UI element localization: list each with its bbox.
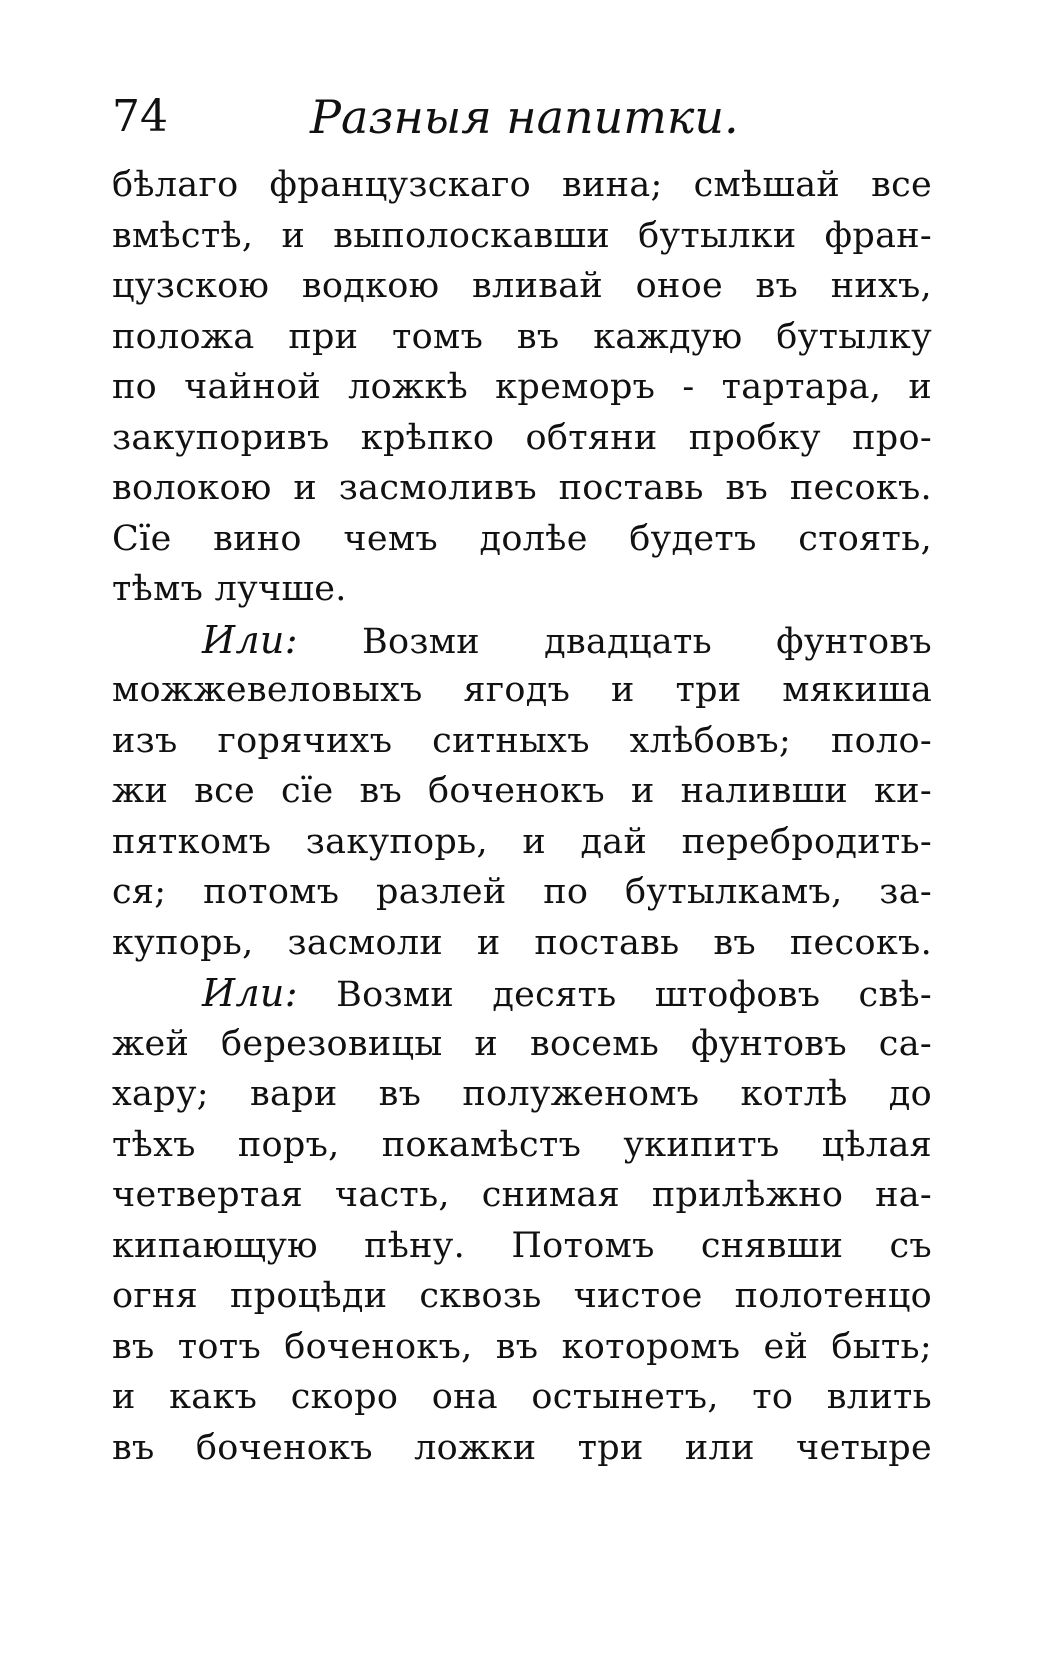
paragraph-lead: Или: <box>202 617 298 662</box>
text-line: закупоривъ крѣпко обтяни пробку про- <box>112 417 932 458</box>
text-line: Или: Возми десять штофовъ свѣ- <box>202 971 932 1015</box>
text-line: вмѣстѣ, и выполоскавши бутылки фран- <box>112 215 932 256</box>
text-line: волокою и засмоливъ поставь въ песокъ. <box>112 468 932 508</box>
text-line: по чайной ложкѣ креморъ - тартара, и <box>112 367 932 407</box>
text-line: купорь, засмоли и поставь въ песокъ. <box>112 922 932 963</box>
text-line: можжевеловыхъ ягодъ и три мякиша <box>112 670 932 710</box>
text-line: тѣмъ лучше. <box>112 569 347 609</box>
text-line: хару; вари въ полуженомъ котлѣ до <box>112 1074 932 1114</box>
text-line: кипающую пѣну. Потомъ снявши съ <box>112 1225 932 1266</box>
running-title: Разныя напитки. <box>310 90 739 144</box>
text-line: огня процѣди сквозь чистое полотенцо <box>112 1276 932 1316</box>
text-line: бѣлаго французскаго вина; смѣшай все <box>112 165 932 205</box>
text-line: цузскою водкою вливай оное въ нихъ, <box>112 266 932 306</box>
text-line: жей березовицы и восемь фунтовъ са- <box>112 1023 932 1064</box>
text-line: пяткомъ закупорь, и дай перебродить- <box>112 821 932 862</box>
text-line: въ боченокъ ложки три или четыре <box>112 1427 932 1468</box>
text-line: положа при томъ въ каждую бутылку <box>112 316 932 357</box>
text-line: въ тотъ боченокъ, въ которомъ ей быть; <box>112 1326 932 1367</box>
text-line: изъ горячихъ ситныхъ хлѣбовъ; поло- <box>112 720 932 761</box>
page-number: 74 <box>112 91 168 142</box>
text-line: Или: Возми двадцать фунтовъ <box>202 617 932 662</box>
running-head <box>112 82 932 152</box>
paragraph-lead: Или: <box>202 971 298 1015</box>
body-text <box>112 160 932 1473</box>
text-line: ся; потомъ разлей по бутылкамъ, за- <box>112 872 932 912</box>
text-line: жи все сїе въ боченокъ и наливши ки- <box>112 771 932 811</box>
text-line: и какъ скоро она остынетъ, то влить <box>112 1377 932 1417</box>
text-line: Сїе вино чемъ долѣе будетъ стоять, <box>112 518 932 559</box>
text-line: тѣхъ поръ, покамѣстъ укипитъ цѣлая <box>112 1124 932 1165</box>
text-line: четвертая часть, снимая прилѣжно на- <box>112 1175 932 1215</box>
